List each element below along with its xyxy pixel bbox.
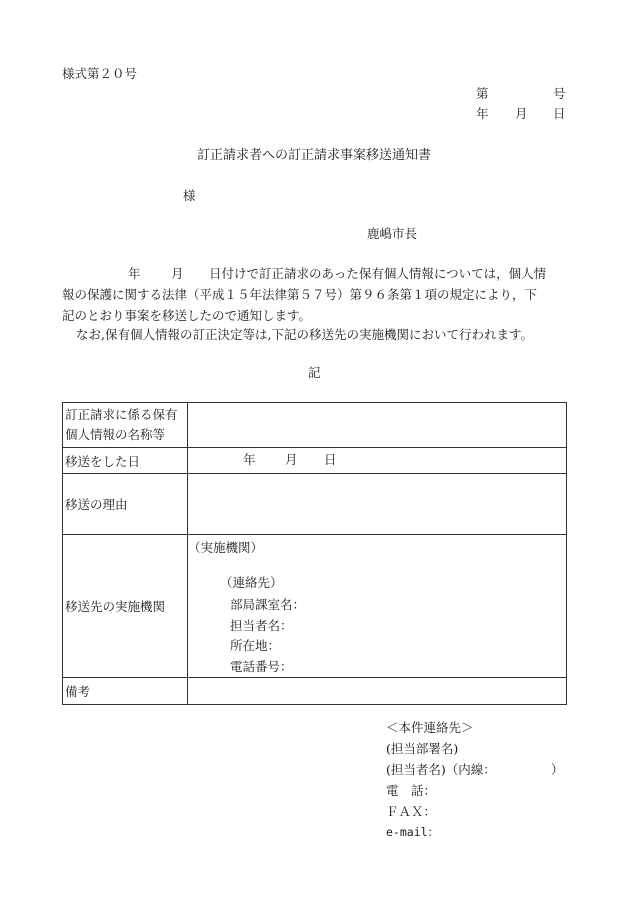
- row1-label-a: 訂正請求に係る保有: [65, 407, 178, 422]
- contact-person-close: ）: [551, 762, 564, 777]
- body-line3: 記のとおり事案を移送したので通知します。: [62, 308, 312, 323]
- contact-heading: ＜本件連絡先＞: [386, 720, 474, 735]
- contact-dept: (担当部署名): [386, 741, 459, 756]
- addressee-suffix: 様: [183, 188, 196, 203]
- row4-agency: （実施機関）: [188, 540, 264, 555]
- table-row: [63, 535, 567, 678]
- row4-label: 移送先の実施機関: [63, 535, 188, 678]
- table-row: [63, 474, 567, 535]
- ki-mark: 記: [308, 365, 321, 380]
- body-month: 月: [171, 266, 184, 281]
- row4-dept: 部局課室名：: [230, 597, 306, 612]
- body-line1: 日付けで訂正請求のあった保有個人情報については，個人情: [209, 266, 547, 281]
- body-line4: なお,保有個人情報の訂正決定等は,下記の移送先の実施機関において行われます。: [76, 327, 533, 342]
- row2-month: 月: [285, 452, 298, 467]
- ref-number-prefix: 第: [476, 86, 489, 101]
- table-label-cell: [63, 403, 188, 448]
- row4-phone: 電話番号：: [230, 659, 293, 674]
- row1-label-b: 個人情報の名称等: [65, 427, 166, 442]
- row2-value-cell: [188, 448, 567, 474]
- form-number: 様式第２０号: [62, 66, 138, 81]
- record-table: [62, 402, 567, 705]
- row3-value-cell: [188, 474, 567, 535]
- table-row: [63, 403, 567, 448]
- row4-contact: （連絡先）: [220, 575, 283, 590]
- row3-label: 移送の理由: [63, 474, 188, 535]
- row2-label: 移送をした日: [63, 448, 188, 474]
- body-line2: 報の保護に関する法律（平成１５年法律第５７号）第９６条第１項の規定により，下: [62, 287, 538, 302]
- table-row: [63, 448, 567, 474]
- row5-label: 備考: [63, 678, 188, 705]
- contact-person: (担当者名)（内線：: [386, 762, 496, 777]
- row4-person: 担当者名：: [230, 618, 293, 633]
- table-row: [63, 678, 567, 705]
- date-month: 月: [515, 106, 528, 121]
- row2-day: 日: [324, 452, 337, 467]
- ref-number-suffix: 号: [553, 86, 566, 101]
- date-day: 日: [553, 106, 566, 121]
- row4-value-cell: [188, 535, 567, 678]
- date-year: 年: [476, 106, 489, 121]
- sender: 鹿嶋市長: [367, 226, 418, 241]
- contact-email: e-mail：: [386, 825, 440, 839]
- body-year: 年: [128, 266, 141, 281]
- contact-phone: 電 話：: [386, 783, 437, 798]
- row4-address: 所在地：: [230, 638, 281, 653]
- row2-year: 年: [243, 452, 256, 467]
- row5-value-cell: [188, 678, 567, 705]
- row1-value-cell: [188, 403, 567, 448]
- document-title: 訂正請求者への訂正請求事案移送通知書: [197, 148, 432, 163]
- contact-fax: ＦＡＸ：: [386, 804, 437, 819]
